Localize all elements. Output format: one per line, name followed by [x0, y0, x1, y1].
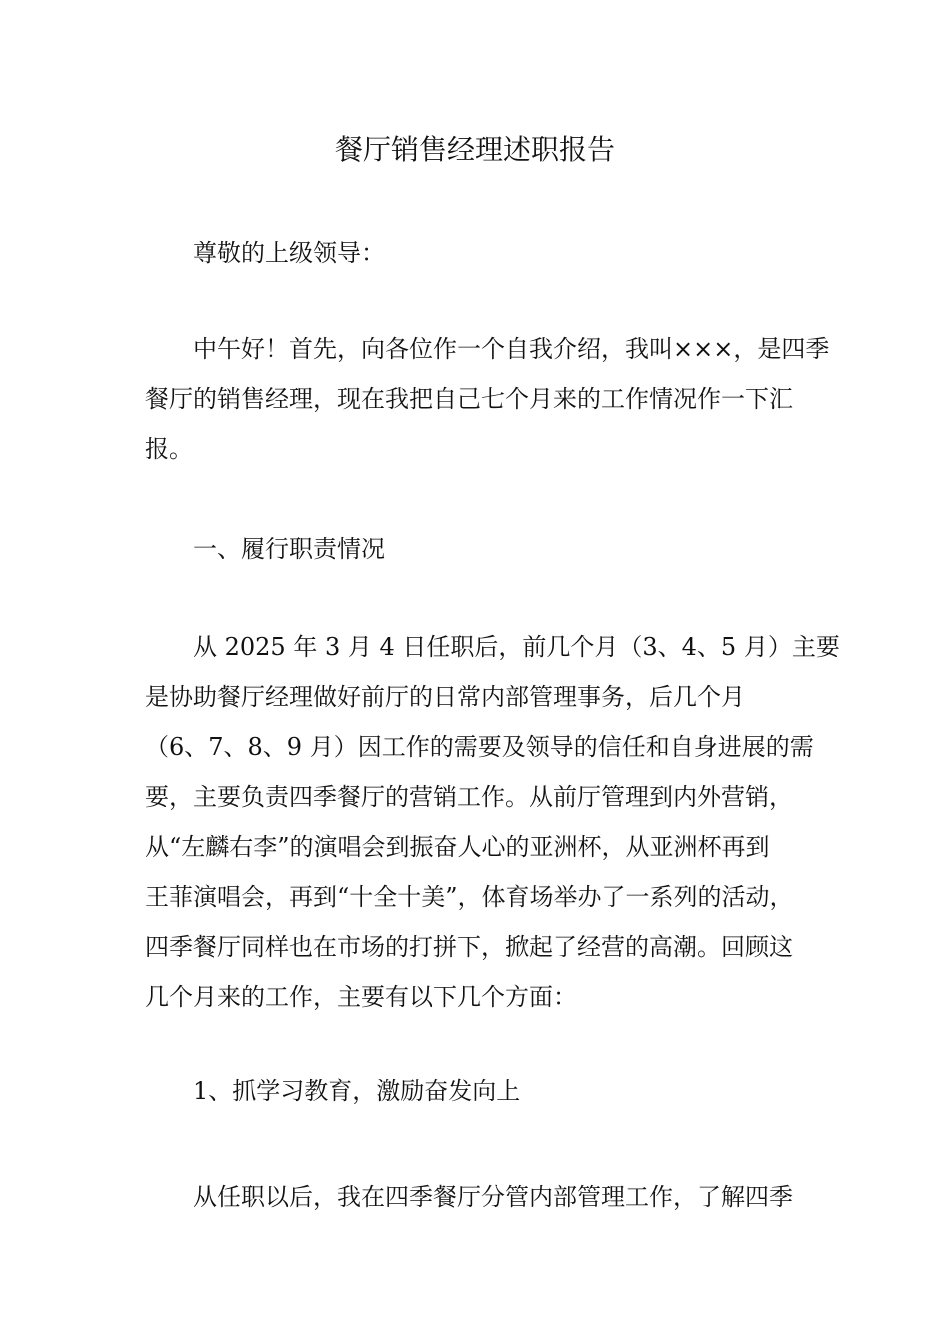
- subheading-text: 1、抓学习教育，激励奋发向上: [193, 1077, 521, 1105]
- subheading: [145, 1066, 817, 1116]
- intro-line-3: 报。: [145, 435, 193, 463]
- greeting-line: 尊敬的上级领导：: [193, 239, 385, 267]
- intro-line-1: 中午好！首先，向各位作一个自我介绍，我叫×××，是四季: [193, 335, 830, 363]
- document-title: 餐厅销售经理述职报告: [334, 133, 615, 166]
- body1-line-2: 是协助餐厅经理做好前厅的日常内部管理事务，后几个月: [145, 683, 745, 711]
- body2-line-1: 从任职以后，我在四季餐厅分管内部管理工作，了解四季: [193, 1183, 793, 1211]
- body-paragraph-2: [145, 1172, 817, 1222]
- body1-line-8: 几个月来的工作，主要有以下几个方面：: [145, 983, 577, 1011]
- section-heading-text: 一、履行职责情况: [193, 535, 385, 563]
- body-paragraph-1: [145, 622, 840, 1022]
- intro-line-2: 餐厅的销售经理，现在我把自己七个月来的工作情况作一下汇: [145, 385, 793, 413]
- body1-line-7: 四季餐厅同样也在市场的打拼下，掀起了经营的高潮。回顾这: [145, 933, 793, 961]
- body1-line-4: 要，主要负责四季餐厅的营销工作。从前厅管理到内外营销，: [145, 783, 793, 811]
- body1-line-3: （6、7、8、9 月）因工作的需要及领导的信任和自身进展的需: [145, 733, 814, 761]
- greeting-paragraph: [145, 228, 817, 278]
- body1-line-5: 从“左麟右李”的演唱会到振奋人心的亚洲杯，从亚洲杯再到: [145, 833, 770, 861]
- body1-line-1: 从 2025 年 3 月 4 日任职后，前几个月（3、4、5 月）主要: [193, 633, 840, 661]
- section-heading: [145, 524, 817, 574]
- body1-line-6: 王菲演唱会，再到“十全十美”，体育场举办了一系列的活动，: [145, 883, 794, 911]
- intro-paragraph: [145, 324, 830, 474]
